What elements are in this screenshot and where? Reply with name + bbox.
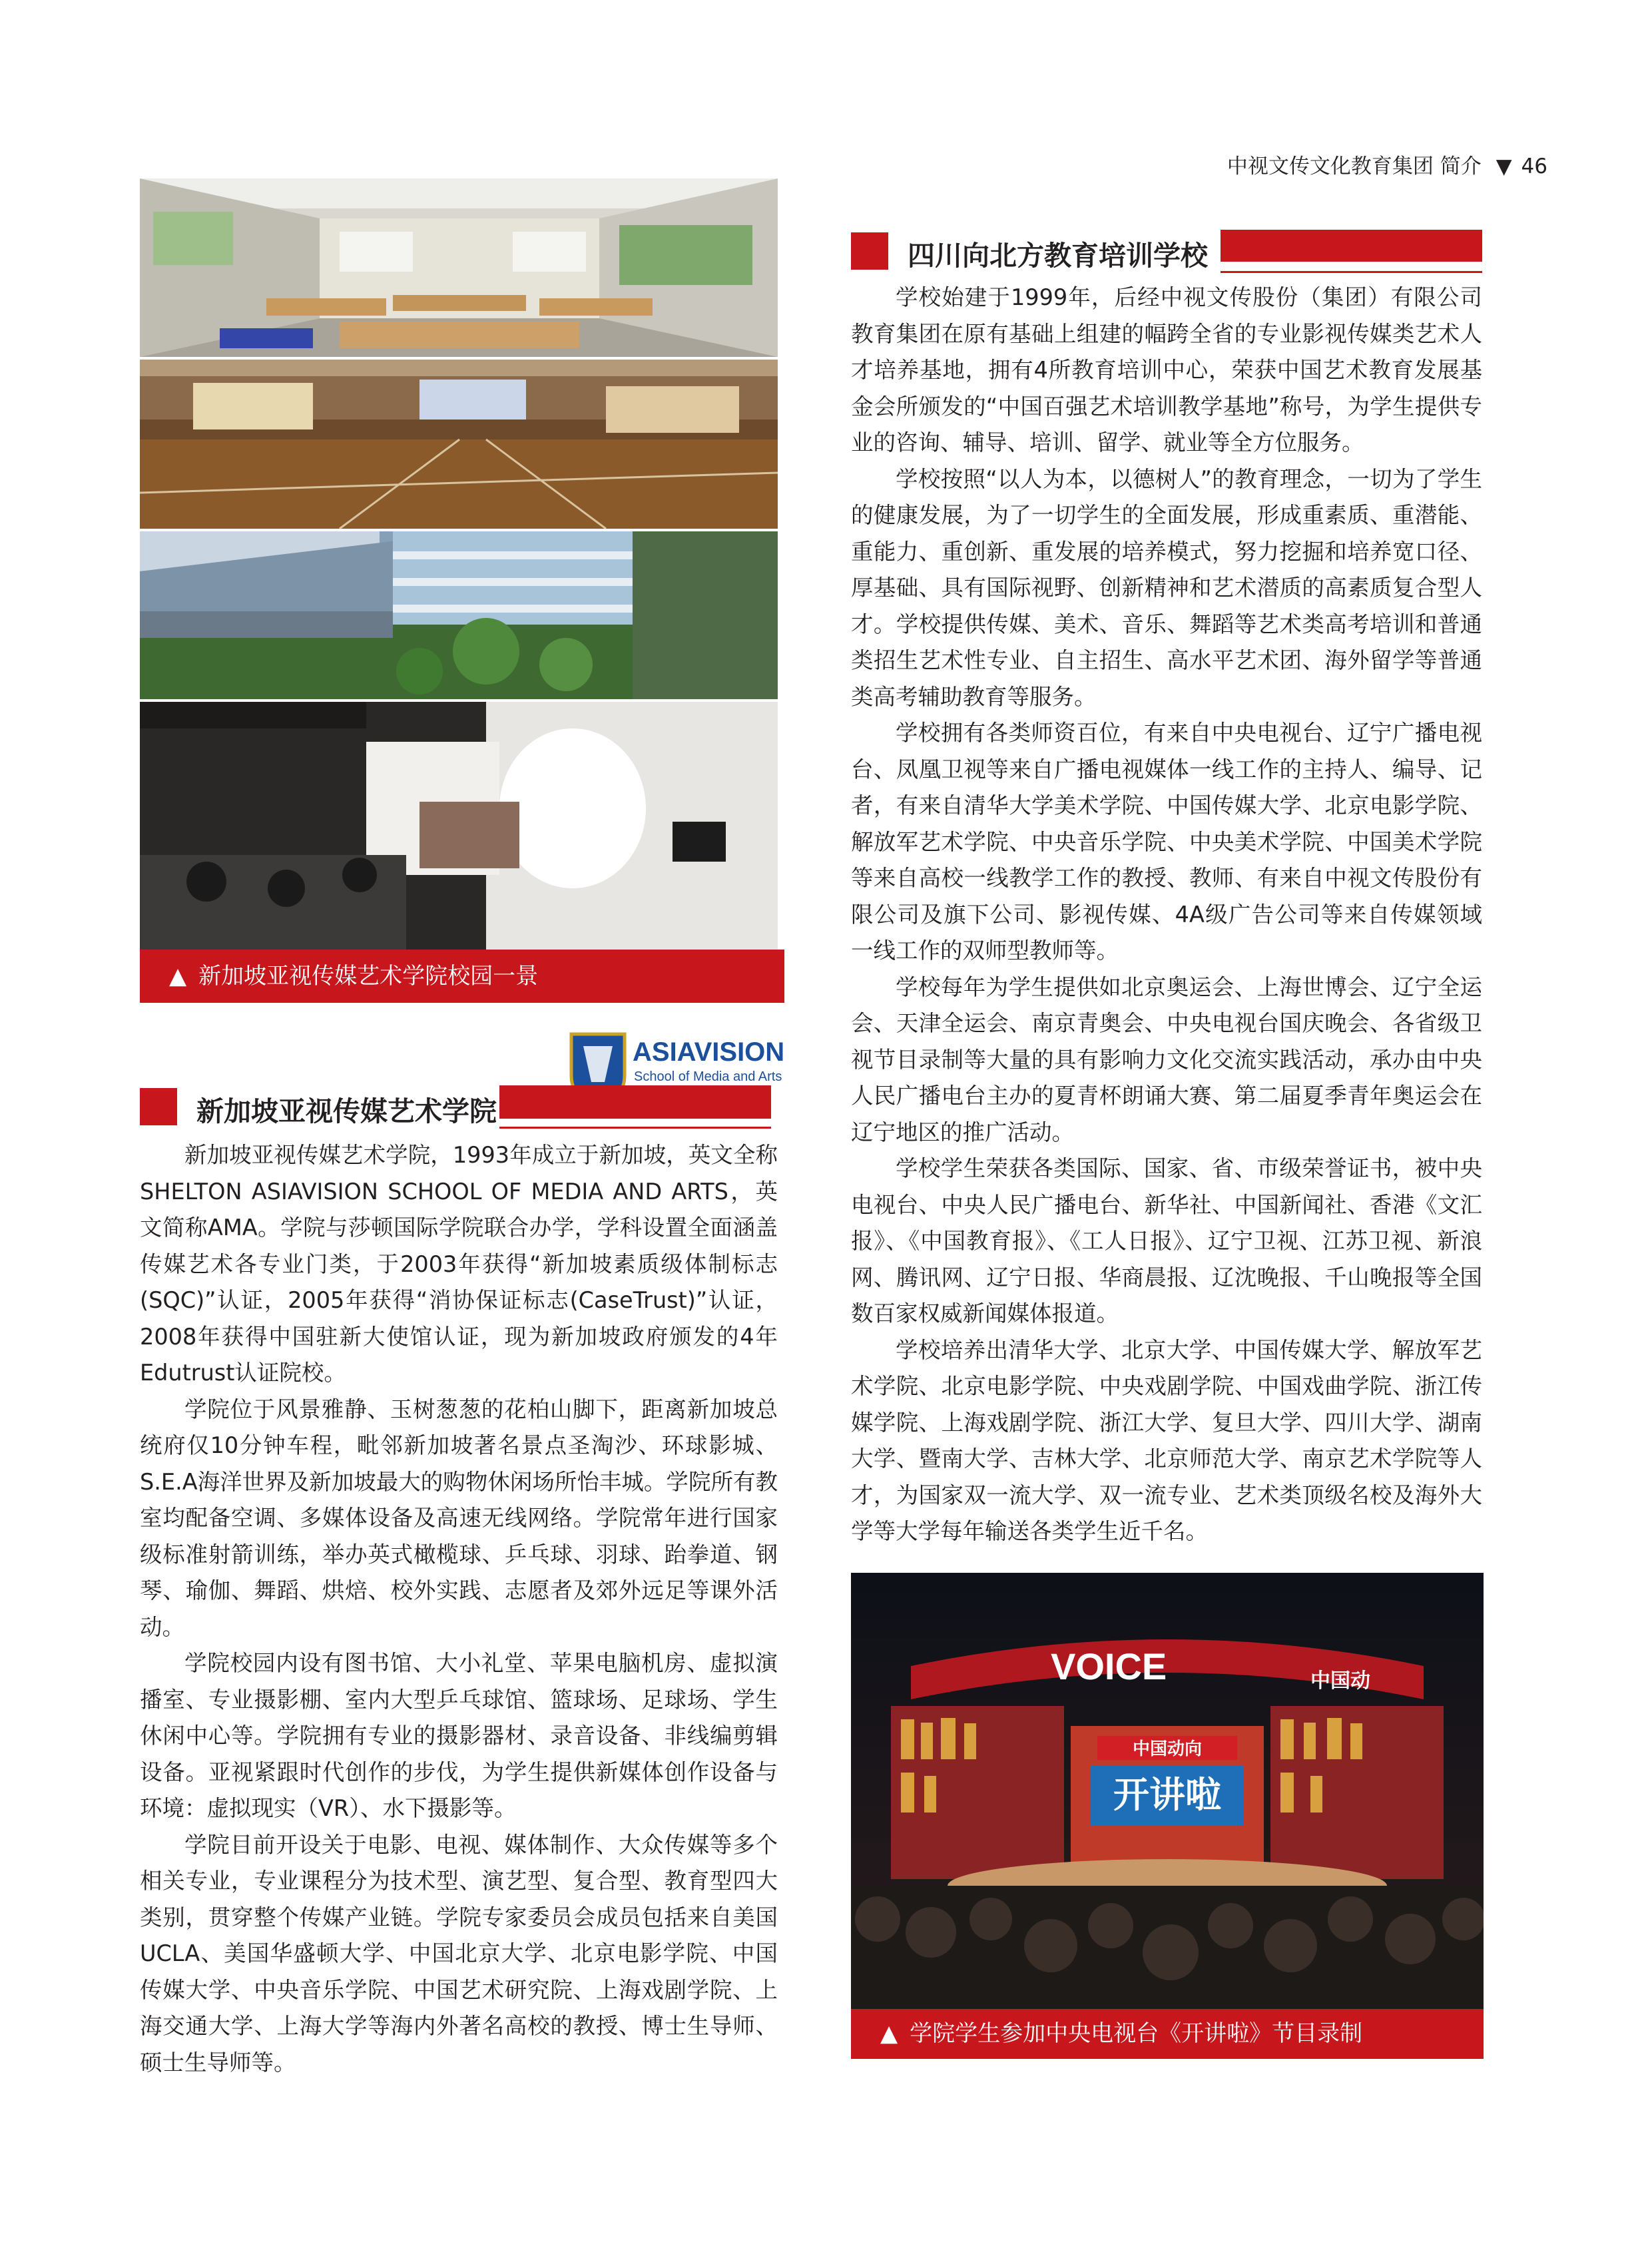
heading-bar [1221,230,1482,262]
left-paragraph-2: 学院位于风景雅静、玉树葱葱的花柏山脚下，距离新加坡总统府仅10分钟车程，毗邻新加坡著名景点圣淘沙、环球影城、S.E.A海洋世界及新加坡最大的购物休闲场所怡丰城。学院所有教室均配备空调、多媒体设备及高速无线网络。学院常年进行国家级标准射箭训练，举办英式橄榄球、乒乓球、羽球、跆拳道、钢琴、瑜伽、舞蹈、烘焙、校外实践、志愿者及郊外远足等课外活动。 [140,1396,778,1640]
photo-tv-show [851,1573,1484,2009]
logo-sub-en: School of Media and Arts [634,1069,782,1084]
page-number: 46 [1521,154,1547,178]
left-paragraph-3: 学院校园内设有图书馆、大小礼堂、苹果电脑机房、虚拟演播室、专业摄影棚、室内大型乒乓球馆、篮球场、足球场、学生休闲中心等。学院拥有专业的摄影器材、录音设备、非线编剪辑设备。亚视紧跟时代创作的步伐，为学生提供新媒体创作设备与环境：虚拟现实（VR）、水下摄影等。 [140,1650,778,1821]
caption-triangle-icon: ▲ [169,963,187,989]
header-title: 中视文传文化教育集团 简介 [1227,154,1482,178]
right-paragraph-4: 学校每年为学生提供如北京奥运会、上海世博会、辽宁全运会、天津全运会、南京青奥会、中央电视台国庆晚会、各省级卫视节目录制等大量的具有影响力文化交流实践活动，承办由中央人民广播电台主办的夏青杯朗诵大赛、第二届夏季青年奥运会在辽宁地区的推广活动。 [851,974,1482,1145]
right-paragraph-6: 学校培养出清华大学、北京大学、中国传媒大学、解放军艺术学院、北京电影学院、中央戏剧学院、中国戏曲学院、浙江传媒学院、上海戏剧学院、浙江大学、复旦大学、四川大学、湖南大学、暨南大学、吉林大学、北京师范大学、南京艺术学院等人才，为国家双一流大学、双一流专业、艺术类顶级名校及海外大学等大学每年输送各类学生近千名。 [851,1336,1482,1544]
section-title-right: 四川向北方教育培训学校 [908,240,1208,272]
stage-show-badge: 中国动向 [1132,1739,1203,1759]
caption-text: 新加坡亚视传媒艺术学院校园一景 [198,963,539,989]
caption-text: 学院学生参加中央电视台《开讲啦》节目录制 [910,2020,1363,2047]
heading-bar [499,1085,771,1119]
logo-brand: ASIAVISION [633,1037,785,1067]
photo-campus [140,531,778,699]
right-paragraph-5: 学校学生荣获各类国际、国家、省、市级荣誉证书，被中央电视台、中央人民广播电台、新华社、中国新闻社、香港《文汇报》、《中国教育报》、《工人日报》、辽宁卫视、江苏卫视、新浪网、腾讯网、辽宁日报、华商晨报、辽沈晚报、千山晚报等全国数百家权威新闻媒体报道。 [851,1155,1482,1326]
stage-show-title: 开讲啦 [1113,1774,1221,1816]
stage-voice-text: VOICE [1051,1645,1167,1687]
heading-rule [499,1127,771,1129]
section-title-left: 新加坡亚视传媒艺术学院 [196,1095,497,1127]
section-heading-right [851,230,1482,276]
photo-studio [140,702,778,950]
heading-square-icon [140,1088,177,1125]
right-paragraph-1: 学校始建于1999年，后经中视文传股份（集团）有限公司教育集团在原有基础上组建的幅跨全省的专业影视传媒类艺术人才培养基地，拥有4所教育培训中心，荣获中国艺术教育发展基金会所颁发的“中国百强艺术培训教学基地”称号，为学生提供专业的咨询、辅导、培训、留学、就业等全方位服务。 [851,284,1482,455]
photo-classroom [140,178,778,357]
photo-hall [140,360,778,529]
right-paragraph-2: 学校按照“以人为本，以德树人”的教育理念，一切为了学生的健康发展，为了一切学生的全面发展，形成重素质、重潜能、重能力、重创新、重发展的培养模式，努力挖掘和培养宽口径、厚基础、具有国际视野、创新精神和艺术潜质的高素质复合型人才。学校提供传媒、美术、音乐、舞蹈等艺术类高考培训和普通类招生艺术性专业、自主招生、高水平艺术团、海外留学等普通类高考辅助教育等服务。 [851,465,1482,710]
section-heading-left [140,1085,778,1132]
left-paragraph-4: 学院目前开设关于电影、电视、媒体制作、大众传媒等多个相关专业，专业课程分为技术型、演艺型、复合型、教育型四大类别，贯穿整个传媒产业链。学院专家委员会成员包括来自美国UCLA、美国华盛顿大学、中国北京大学、北京电影学院、中国传媒大学、中央音乐学院、中国艺术研究院、上海戏剧学院、上海交通大学、上海大学等海内外著名高校的教授、博士生导师、硕士生导师等。 [140,1831,778,2076]
heading-rule [1221,271,1482,273]
right-column-text [851,280,1482,1550]
right-paragraph-3: 学校拥有各类师资百位，有来自中央电视台、辽宁广播电视台、凤凰卫视等来自广播电视媒体一线工作的主持人、编导、记者，有来自清华大学美术学院、中国传媒大学、北京电影学院、解放军艺术学院、中央音乐学院、中央美术学院、中国美术学院等来自高校一线教学工作的教授、教师、有来自中视文传股份有限公司及旗下公司、影视传媒、4A级广告公司等来自传媒领域一线工作的双师型教师等。 [851,720,1482,964]
caption-triangle-icon: ▲ [880,2020,898,2047]
left-column-text [140,1137,778,2081]
page-header [1227,149,1547,179]
left-paragraph-1: 新加坡亚视传媒艺术学院，1993年成立于新加坡，英文全称SHELTON ASIAVISION SCHOOL OF MEDIA AND ARTS，英文简称AMA。学院与莎顿国际学院联合办学，学科设置全面涵盖传媒艺术各专业门类，于2003年获得“新加坡素质级体制标志(SQC)”认证，2005年获得“消协保证标志(CaseTrust)”认证，2008年获得中国驻新大使馆认证，现为新加坡政府颁发的4年Edutrust认证院校。 [140,1142,778,1386]
stage-side-sign: 中国动 [1310,1669,1370,1693]
caption-left-photo [140,950,784,1003]
heading-square-icon [851,232,888,270]
header-triangle-icon: ▼ [1496,154,1512,178]
caption-right-photo [851,2009,1484,2059]
